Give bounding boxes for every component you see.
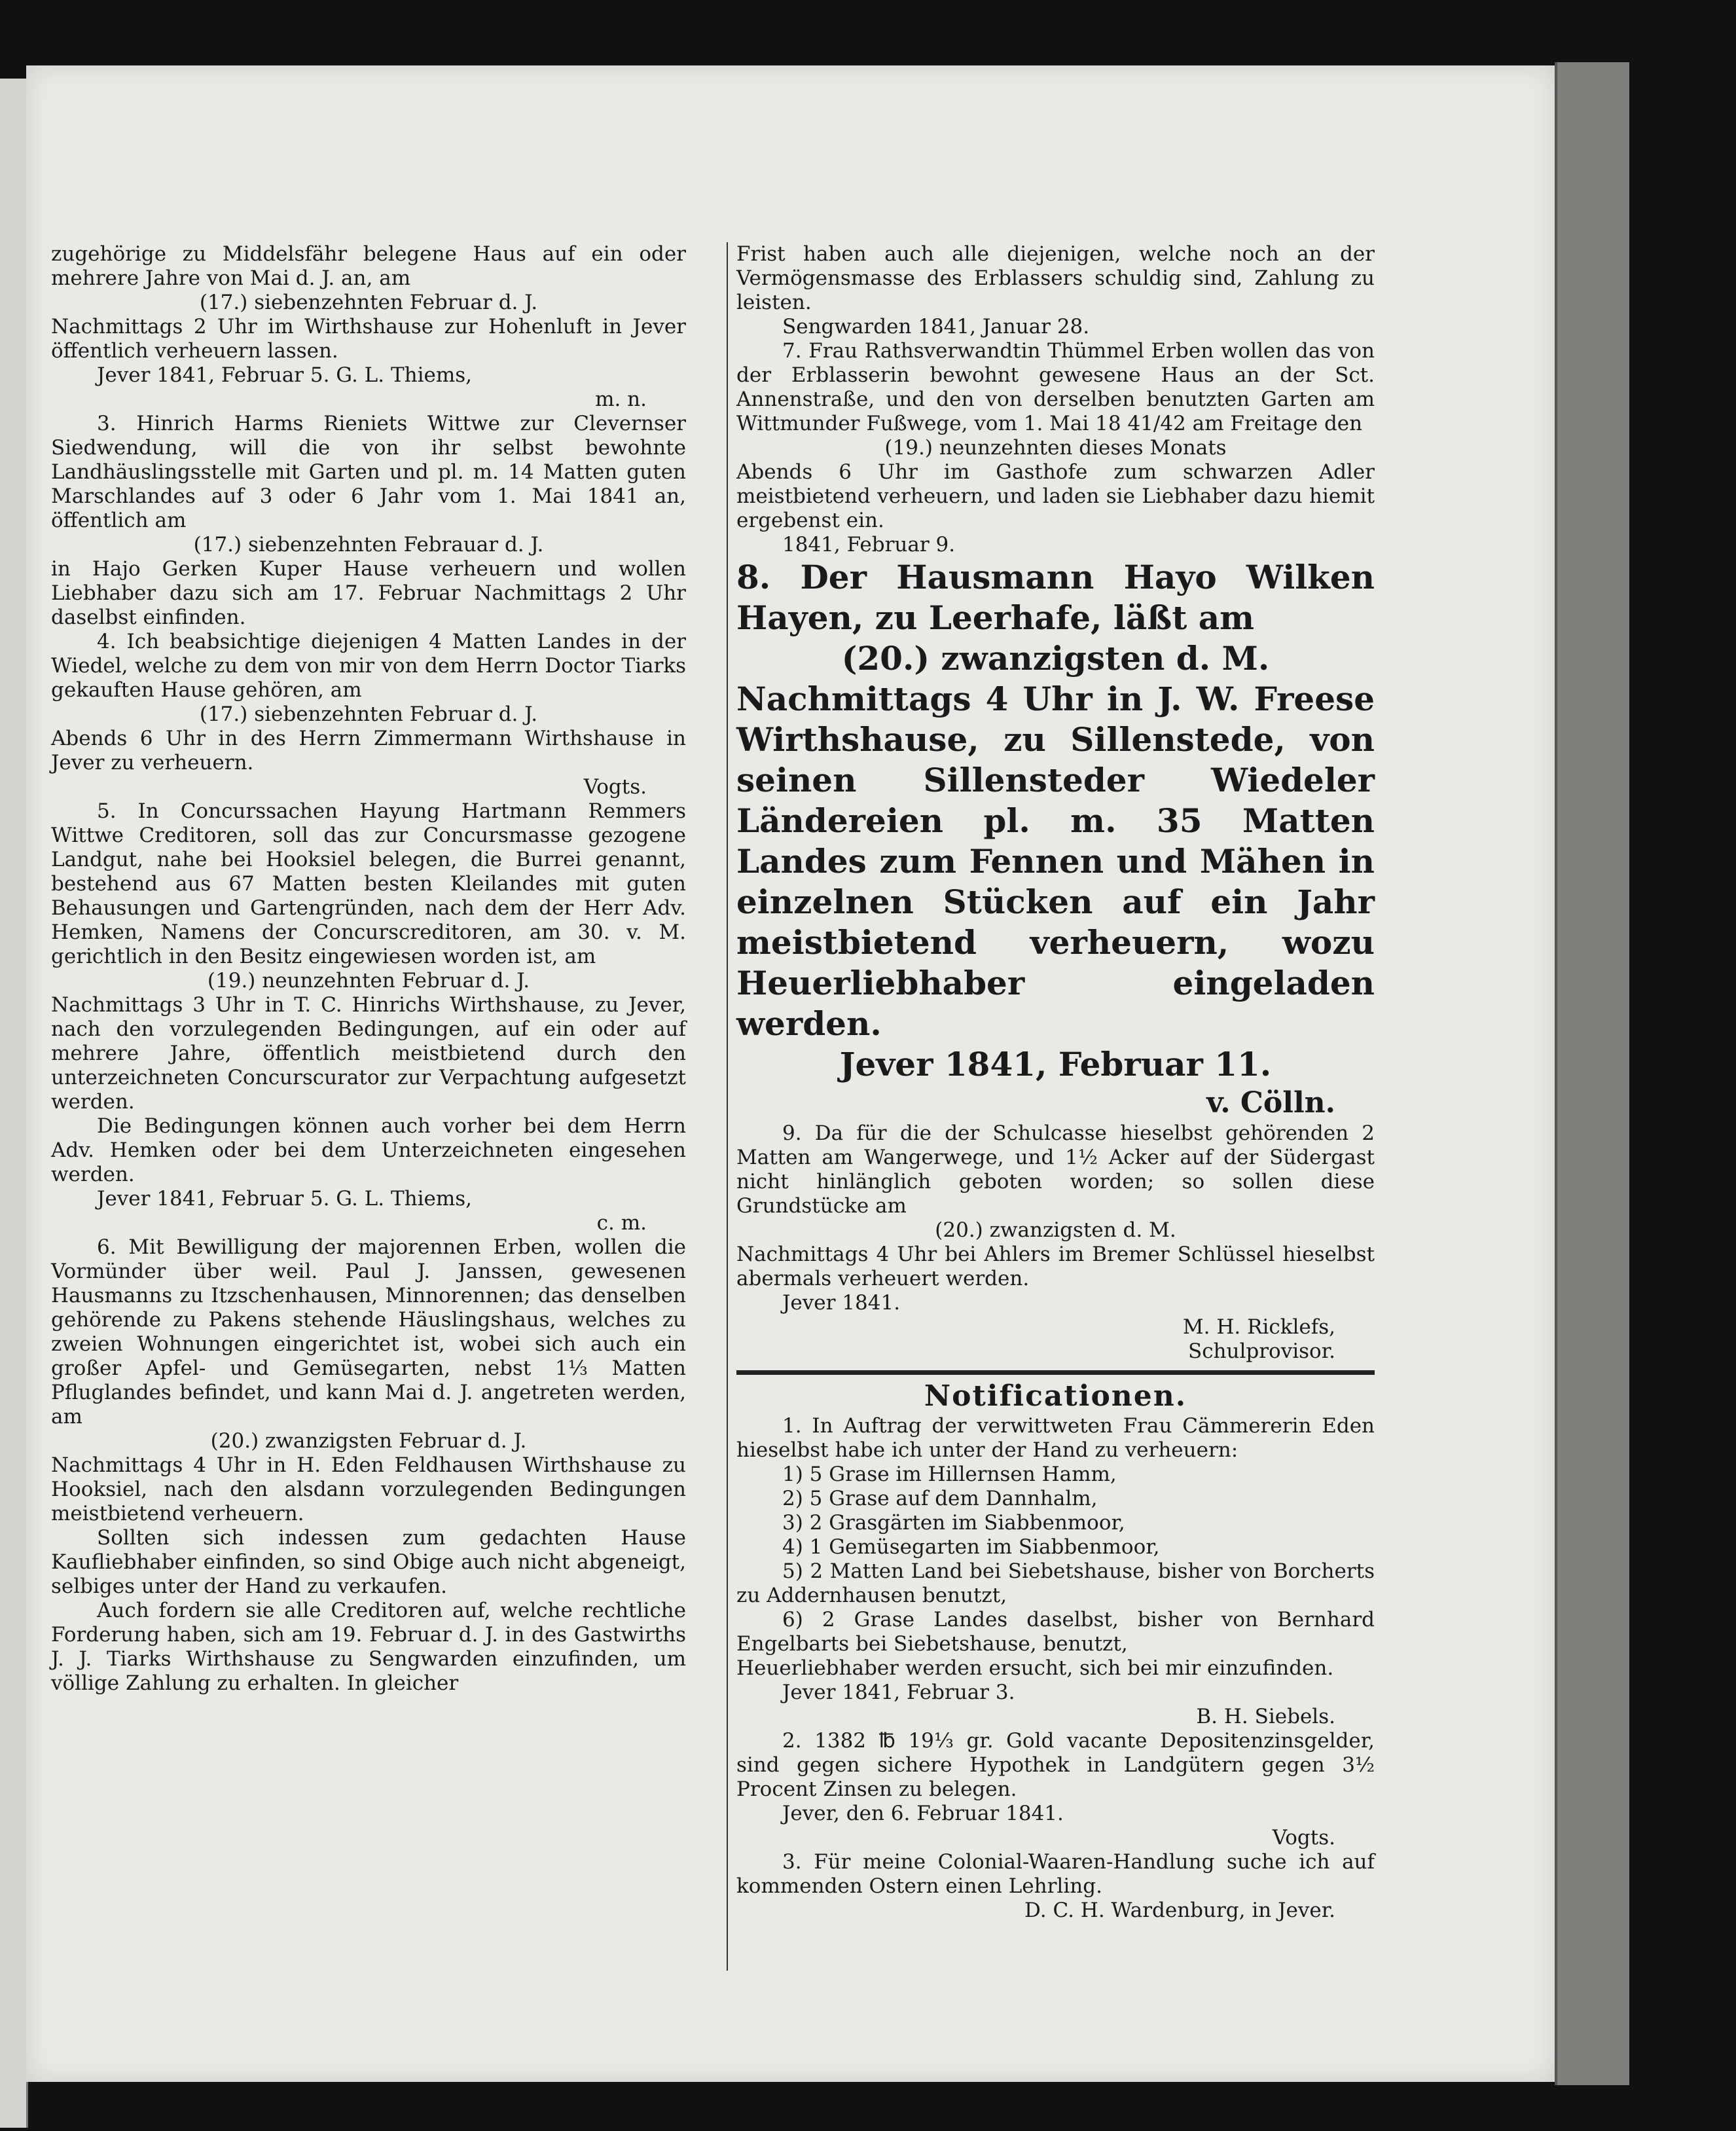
paragraph: 1. In Auftrag der verwittweten Frau Cämmererin Eden hieselbst habe ich unter der Hand zu verheuern: <box>736 1414 1375 1462</box>
paragraph: D. C. H. Wardenburg, in Jever. <box>1024 1899 1335 1922</box>
paragraph: Jever, den 6. Februar 1841. <box>782 1802 1064 1825</box>
paragraph: m. n. <box>595 388 647 411</box>
paragraph: M. H. Ricklefs, <box>1182 1315 1335 1339</box>
paragraph: Die Bedingungen können auch vorher bei dem Herrn Adv. Hemken oder bei dem Unterzeichneten eingesehen werden. <box>51 1114 686 1186</box>
paragraph: (20.) zwanzigsten d. M. <box>841 639 1270 678</box>
paragraph: 3. Für meine Colonial-Waaren-Handlung suche ich auf kommenden Ostern einen Lehrling. <box>736 1850 1375 1898</box>
notifications-list <box>736 1414 1375 1923</box>
paragraph: Nachmittags 4 Uhr in J. W. Freese Wirthshause, zu Sillenstede, von seinen Sillensteder Wiedeler Ländereien pl. m. 35 Matten Landes zum Fennen und Mähen in einzelnen Stücken auf ein Jahr meistbietend verheuern, wozu Heuerliebhaber eingeladen werden. <box>736 680 1375 1043</box>
paragraph: Nachmittags 3 Uhr in T. C. Hinrichs Wirthshause, zu Jever, nach den vorzulegenden Bedingungen, auf ein oder auf mehrere Jahre, öffentlich meistbietend durch den unterzeichneten Concurscurator zur Verpachtung aufgesetzt werden. <box>51 993 686 1114</box>
paragraph: zugehörige zu Middelsfähr belegene Haus auf ein oder mehrere Jahre von Mai d. J. an, am <box>51 242 686 290</box>
section-rule <box>736 1370 1375 1375</box>
paragraph: 6) 2 Grase Landes daselbst, bisher von Bernhard Engelbarts bei Siebetshause, benutzt, <box>736 1608 1375 1656</box>
paragraph: Jever 1841, Februar 5. G. L. Thiems, <box>97 1187 473 1211</box>
paragraph: 7. Frau Rathsverwandtin Thümmel Erben wollen das von der Erblasserin bewohnt gewesene Haus an der Sct. Annenstraße, und den von derselben benutzten Garten am Wittmunder Fußwege, vom 1. Mai 18 41/42 am Freitage den <box>736 339 1375 435</box>
announcements-right <box>736 242 1375 1364</box>
paragraph: Schulprovisor. <box>1187 1339 1335 1363</box>
paragraph: 3. Hinrich Harms Rieniets Wittwe zur Clevernser Siedwendung, will die von ihr selbst bewohnte Landhäuslingsstelle mit Garten und pl. m. 14 Matten guten Marschlandes auf 3 oder 6 Jahr vom 1. Mai 1841 an, öffentlich am <box>51 412 686 532</box>
paragraph: (17.) siebenzehnten Februar d. J. <box>199 291 538 314</box>
paragraph: Abends 6 Uhr in des Herrn Zimmermann Wirthshause in Jever zu verheuern. <box>51 727 686 774</box>
paragraph: Jever 1841. <box>782 1291 901 1315</box>
left-column <box>51 242 686 1696</box>
paragraph: 2. 1382 ℔ 19⅓ gr. Gold vacante Depositenzinsgelder, sind gegen sichere Hypothek in Landgütern gegen 3½ Procent Zinsen zu belegen. <box>736 1729 1375 1801</box>
paragraph: Jever 1841, Februar 11. <box>839 1045 1272 1084</box>
paragraph: 9. Da für die der Schulcasse hieselbst gehörenden 2 Matten am Wangerwege, und 1½ Acker auf der Südergast nicht hinlänglich geboten worden; so sollen diese Grundstücke am <box>736 1121 1375 1218</box>
paragraph: Jever 1841, Februar 3. <box>782 1681 1015 1704</box>
paragraph: (19.) neunzehnten Februar d. J. <box>207 969 530 993</box>
paragraph: in Hajo Gerken Kuper Hause verheuern und wollen Liebhaber dazu sich am 17. Februar Nachmittags 2 Uhr daselbst einfinden. <box>51 557 686 629</box>
binding-board <box>1555 62 1629 2085</box>
paragraph: Vogts. <box>583 775 647 799</box>
paragraph: (17.) siebenzehnten Febrauar d. J. <box>193 533 544 556</box>
paragraph: (20.) zwanzigsten Februar d. J. <box>210 1429 527 1453</box>
paragraph: B. H. Siebels. <box>1196 1705 1335 1728</box>
adjacent-page-edge <box>0 79 28 2128</box>
notifications-heading: Notificationen. <box>924 1379 1187 1413</box>
paragraph: Sollten sich indessen zum gedachten Hause Kaufliebhaber einfinden, so sind Obige auch nicht abgeneigt, selbiges unter der Hand zu verkaufen. <box>51 1526 686 1598</box>
paragraph: (17.) siebenzehnten Februar d. J. <box>199 702 538 726</box>
paragraph: 1841, Februar 9. <box>782 533 956 556</box>
paragraph: Auch fordern sie alle Creditoren auf, welche rechtliche Forderung haben, sich am 19. Februar d. J. in des Gastwirths J. J. Tiarks Wirthshause zu Sengwarden einzufinden, um völlige Zahlung zu erhalten. In gleicher <box>51 1599 686 1695</box>
paragraph: Abends 6 Uhr im Gasthofe zum schwarzen Adler meistbietend verheuern, und laden sie Liebhaber dazu hiemit ergebenst ein. <box>736 460 1375 532</box>
paragraph: v. Cölln. <box>1206 1086 1335 1120</box>
paragraph: Jever 1841, Februar 5. G. L. Thiems, <box>97 363 473 387</box>
paragraph: 4. Ich beabsichtige diejenigen 4 Matten Landes in der Wiedel, welche zu dem von mir von dem Herrn Doctor Tiarks gekauften Hause gehören, am <box>51 630 686 702</box>
paragraph: 5. In Concurssachen Hayung Hartmann Remmers Wittwe Creditoren, soll das zur Concursmasse gezogene Landgut, nahe bei Hooksiel belegen, die Burrei genannt, bestehend aus 67 Matten besten Kleilandes mit guten Behausungen und Gartengründen, nach dem der Herr Adv. Hemken, Namens der Concurscreditoren, am 30. v. M. gerichtlich in den Besitz eingewiesen worden ist, am <box>51 799 686 968</box>
paragraph: Nachmittags 4 Uhr in H. Eden Feldhausen Wirthshause zu Hooksiel, nach den alsdann vorzulegenden Bedingungen meistbietend verheuern. <box>51 1453 686 1525</box>
paragraph: 3) 2 Grasgärten im Siabbenmoor, <box>782 1511 1125 1535</box>
paragraph: 1) 5 Grase im Hillernsen Hamm, <box>782 1463 1117 1486</box>
paragraph: 5) 2 Matten Land bei Siebetshause, bisher von Borcherts zu Addernhausen benutzt, <box>736 1559 1375 1607</box>
paragraph: Vogts. <box>1272 1826 1335 1849</box>
paragraph: 4) 1 Gemüsegarten im Siabbenmoor, <box>782 1535 1160 1559</box>
column-divider <box>727 242 728 1971</box>
paragraph: (19.) neunzehnten dieses Monats <box>884 436 1227 460</box>
paragraph: Nachmittags 2 Uhr im Wirthshause zur Hohenluft in Jever öffentlich verheuern lassen. <box>51 315 686 363</box>
paragraph: 2) 5 Grase auf dem Dannhalm, <box>782 1487 1098 1510</box>
paragraph: Sengwarden 1841, Januar 28. <box>782 315 1090 338</box>
paragraph: Frist haben auch alle diejenigen, welche noch an der Vermögensmasse des Erblassers schuldig sind, Zahlung zu leisten. <box>736 242 1375 314</box>
paragraph: (20.) zwanzigsten d. M. <box>935 1218 1176 1242</box>
paragraph: 8. Der Hausmann Hayo Wilken Hayen, zu Leerhafe, läßt am <box>736 558 1375 637</box>
paragraph: c. m. <box>596 1211 647 1235</box>
newspaper-page <box>26 65 1555 2082</box>
paragraph: 6. Mit Bewilligung der majorennen Erben, wollen die Vormünder über weil. Paul J. Janssen, gewesenen Hausmanns zu Itzschenhausen, Minnorennen; das denselben gehörende zu Pakens stehende Häuslingshaus, welches zu zweien Wohnungen eingerichtet ist, wobei sich auch ein großer Apfel- und Gemüsegarten, nebst 1⅓ Matten Pfluglandes befindet, und kann Mai d. J. angetreten werden, am <box>51 1235 686 1429</box>
right-column <box>736 242 1375 1923</box>
paragraph: Nachmittags 4 Uhr bei Ahlers im Bremer Schlüssel hieselbst abermals verheuert werden. <box>736 1243 1375 1290</box>
paragraph: Heuerliebhaber werden ersucht, sich bei mir einzufinden. <box>736 1656 1334 1680</box>
